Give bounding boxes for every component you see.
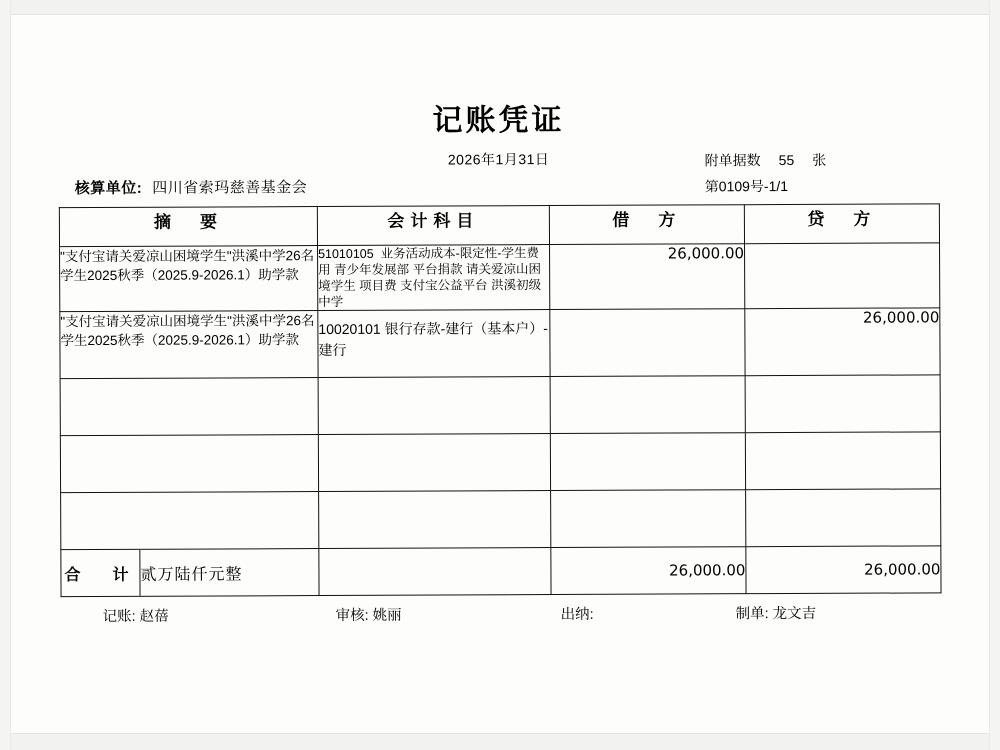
cell-credit [745,432,940,490]
attachment-count-line [705,149,935,170]
preparer-label: 制单: [735,606,769,623]
voucher-number-suffix: 号- [749,178,769,195]
column-header-debit: 借 方 [549,205,744,245]
cell-debit [551,490,746,548]
cell-subject [319,491,551,549]
scan-edge-right [989,0,1000,750]
subject-code: 10020101 [318,320,381,338]
table-row [60,375,940,436]
cell-abstract [60,378,318,436]
bookkeeper-value: 赵蓓 [139,608,169,625]
cell-subject [318,245,550,311]
scan-edge-left [0,0,11,750]
cell-subject [318,434,550,492]
subject-name: 业务活动成本-限定性-学生费用 青少年发展部 平台捐款 请关爱凉山困境学生 项目费 支付宝公益平台 洪溪初级中学 [318,246,542,310]
cell-credit [746,489,941,547]
column-header-subject: 会计科目 [317,206,549,246]
subject-code: 51010105 [318,246,374,262]
attachment-unit: 张 [812,151,827,168]
table-row [60,432,940,493]
table-row [60,243,940,312]
cell-credit [745,243,940,309]
total-amount-in-words: 贰万陆仟元整 [140,565,243,584]
bookkeeper-label: 记账: [102,608,136,625]
auditor-signature [336,604,402,625]
cell-credit: 26,000.00 [745,308,940,376]
accounting-voucher [58,93,940,629]
cell-abstract: "支付宝请关爱凉山困境学生"洪溪中学26名学生2025秋季（2025.9-2026.1）助学款 [60,246,318,312]
scan-edge-bottom [0,733,1000,750]
table-total-row [61,546,941,597]
column-header-abstract: 摘 要 [59,207,317,247]
cell-subject [318,310,550,378]
voucher-page-of: 1/1 [768,178,789,195]
cell-credit [745,375,940,433]
auditor-value: 姚丽 [372,607,402,624]
total-label-cell [61,549,319,597]
preparer-signature [736,602,817,623]
voucher-number-label: 第 [704,178,719,195]
cell-debit: 26,000.00 [550,244,745,310]
scan-edge-top [0,0,1000,15]
total-spacer-cell [319,548,551,596]
attachment-count: 55 [778,151,795,169]
table-header-row [59,204,939,247]
cell-abstract [61,492,319,550]
subject-name: 银行存款-建行（基本户）-建行 [318,320,548,359]
table-row [61,489,941,550]
voucher-table [59,203,942,597]
voucher-number-value: 0109 [718,178,750,195]
accounting-unit [75,176,308,198]
cell-abstract [60,435,318,493]
accounting-unit-label: 核算单位: [74,179,143,198]
cashier-signature [561,603,598,624]
cell-debit [550,309,745,377]
voucher-number-line [705,175,935,196]
cashier-label: 出纳: [560,606,594,623]
cell-subject [318,377,550,435]
table-row [60,308,940,379]
total-debit: 26,000.00 [551,547,746,595]
signature-row [61,601,941,629]
attachment-label: 附单据数 [704,152,761,169]
page-title: 记账凭证 [432,102,565,139]
column-header-credit: 贷 方 [744,204,939,244]
preparer-value: 龙文吉 [772,605,817,623]
accounting-unit-value: 四川省索玛慈善基金会 [152,179,308,197]
bookkeeper-signature [103,605,169,626]
total-label: 合 计 [61,550,140,596]
cell-debit [550,433,745,491]
cell-debit [550,376,745,434]
voucher-date: 2026年1月31日 [447,151,550,168]
auditor-label: 审核: [335,607,369,624]
total-credit: 26,000.00 [746,546,941,594]
cell-abstract: "支付宝请关爱凉山困境学生"洪溪中学26名学生2025秋季（2025.9-2026.1）助学款 [60,311,318,379]
